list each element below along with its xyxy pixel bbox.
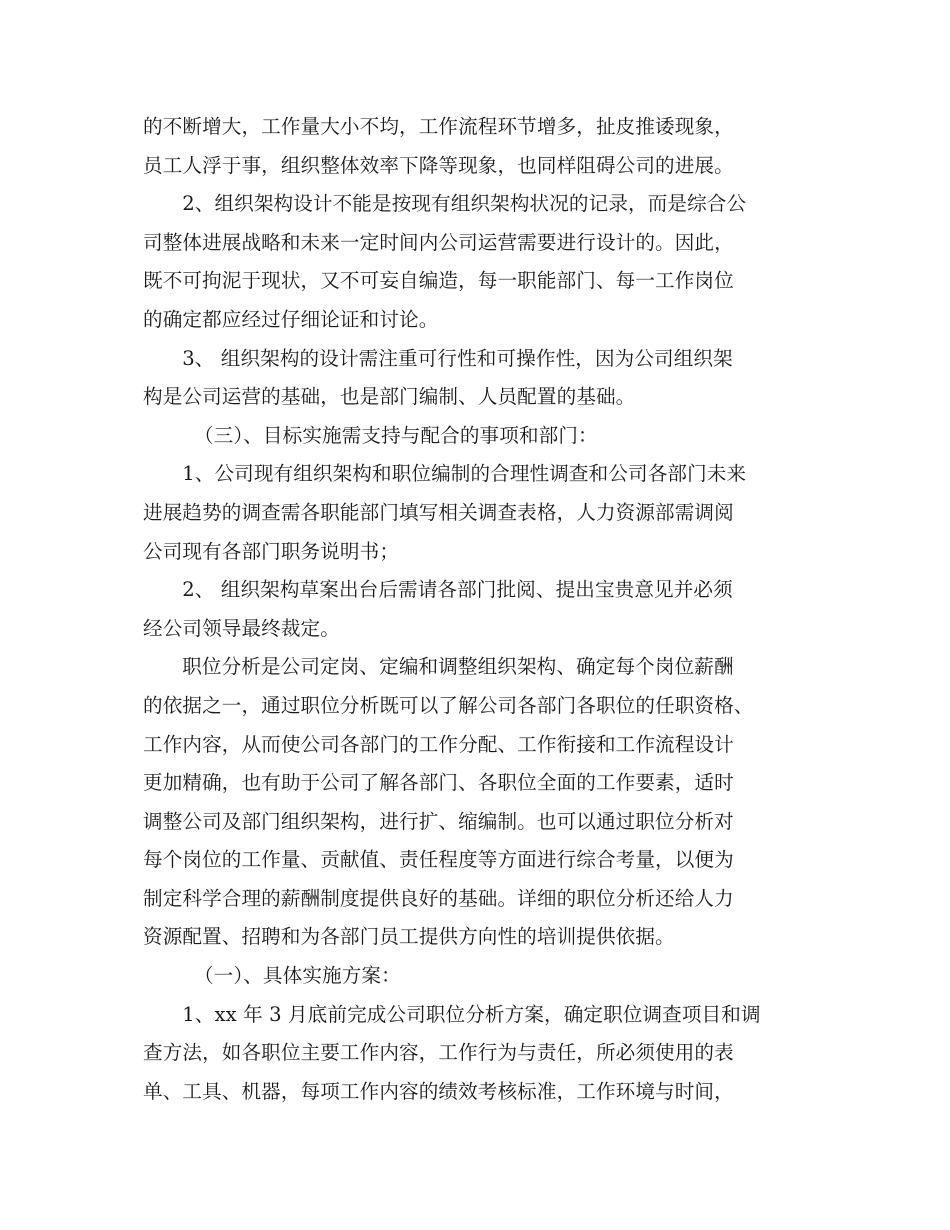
text-line: 的不断增大，工作量大小不均，工作流程环节增多，扯皮推诿现象，: [143, 115, 734, 138]
text-line: 的依据之一，通过职位分析既可以了解公司各部门各职位的任职资格、: [143, 693, 754, 717]
text-line: 既不可拘泥于现状，又不可妄自编造，每一职能部门、每一工作岗位: [143, 269, 734, 293]
paragraph-support-1: [143, 455, 813, 571]
section-heading-3: [143, 417, 813, 456]
text-line: 工作内容，从而使公司各部门的工作分配、工作衔接和工作流程设计: [143, 732, 734, 756]
document-body: [143, 108, 813, 1111]
text-line: 2、组织架构设计不能是按现有组织架构状况的记录，而是综合公: [182, 192, 747, 216]
paragraph-item-2: [143, 185, 813, 339]
text-line: 经公司领导最终裁定。: [143, 616, 340, 640]
text-line: 1、公司现有组织架构和职位编制的合理性调查和公司各部门未来: [182, 462, 747, 486]
text-line: 2、 组织架构草案出台后需请各部门批阅、提出宝贵意见并必须: [182, 578, 733, 602]
paragraph-plan-1: [143, 996, 813, 1112]
paragraph-item-3: [143, 340, 813, 417]
text-line: 员工人浮于事，组织整体效率下降等现象，也同样阻碍公司的进展。: [143, 153, 734, 177]
paragraph-support-2: [143, 571, 813, 648]
text-line: 进展趋势的调查需各职能部门填写相关调查表格，人力资源部需调阅: [143, 500, 734, 524]
paragraph-continuation: [143, 108, 813, 185]
heading-line: （三）、目标实施需支持与配合的事项和部门：: [193, 423, 598, 447]
text-line: 1、xx 年 3 月底前完成公司职位分析方案，确定职位调查项目和调: [182, 1002, 761, 1026]
text-line: 3、 组织架构的设计需注重可行性和可操作性，因为公司组织架: [182, 346, 733, 370]
text-line: 每个岗位的工作量、贡献值、责任程度等方面进行综合考量，以便为: [143, 848, 734, 872]
heading-line: （一）、具体实施方案：: [193, 964, 401, 988]
text-line: 制定科学合理的薪酬制度提供良好的基础。详细的职位分析还给人力: [143, 886, 734, 910]
text-line: 更加精确，也有助于公司了解各部门、各职位全面的工作要素，适时: [143, 771, 734, 795]
text-line: 司整体进展战略和未来一定时间内公司运营需要进行设计的。因此，: [143, 230, 734, 254]
text-line: 职位分析是公司定岗、定编和调整组织架构、确定每个岗位薪酬: [182, 655, 734, 679]
text-line: 查方法，如各职位主要工作内容，工作行为与责任，所必须使用的表: [143, 1041, 734, 1065]
text-line: 公司现有各部门职务说明书；: [143, 539, 400, 563]
text-line: 的确定都应经过仔细论证和讨论。: [143, 307, 439, 331]
paragraph-job-analysis: [143, 648, 813, 957]
text-line: 单、工具、机器，每项工作内容的绩效考核标准，工作环境与时间，: [143, 1079, 734, 1103]
text-line: 构是公司运营的基础，也是部门编制、人员配置的基础。: [143, 385, 636, 409]
section-heading-1: [143, 957, 813, 996]
text-line: 调整公司及部门组织架构，进行扩、缩编制。也可以通过职位分析对: [143, 809, 734, 833]
text-line: 资源配置、招聘和为各部门员工提供方向性的培训提供依据。: [143, 925, 675, 949]
